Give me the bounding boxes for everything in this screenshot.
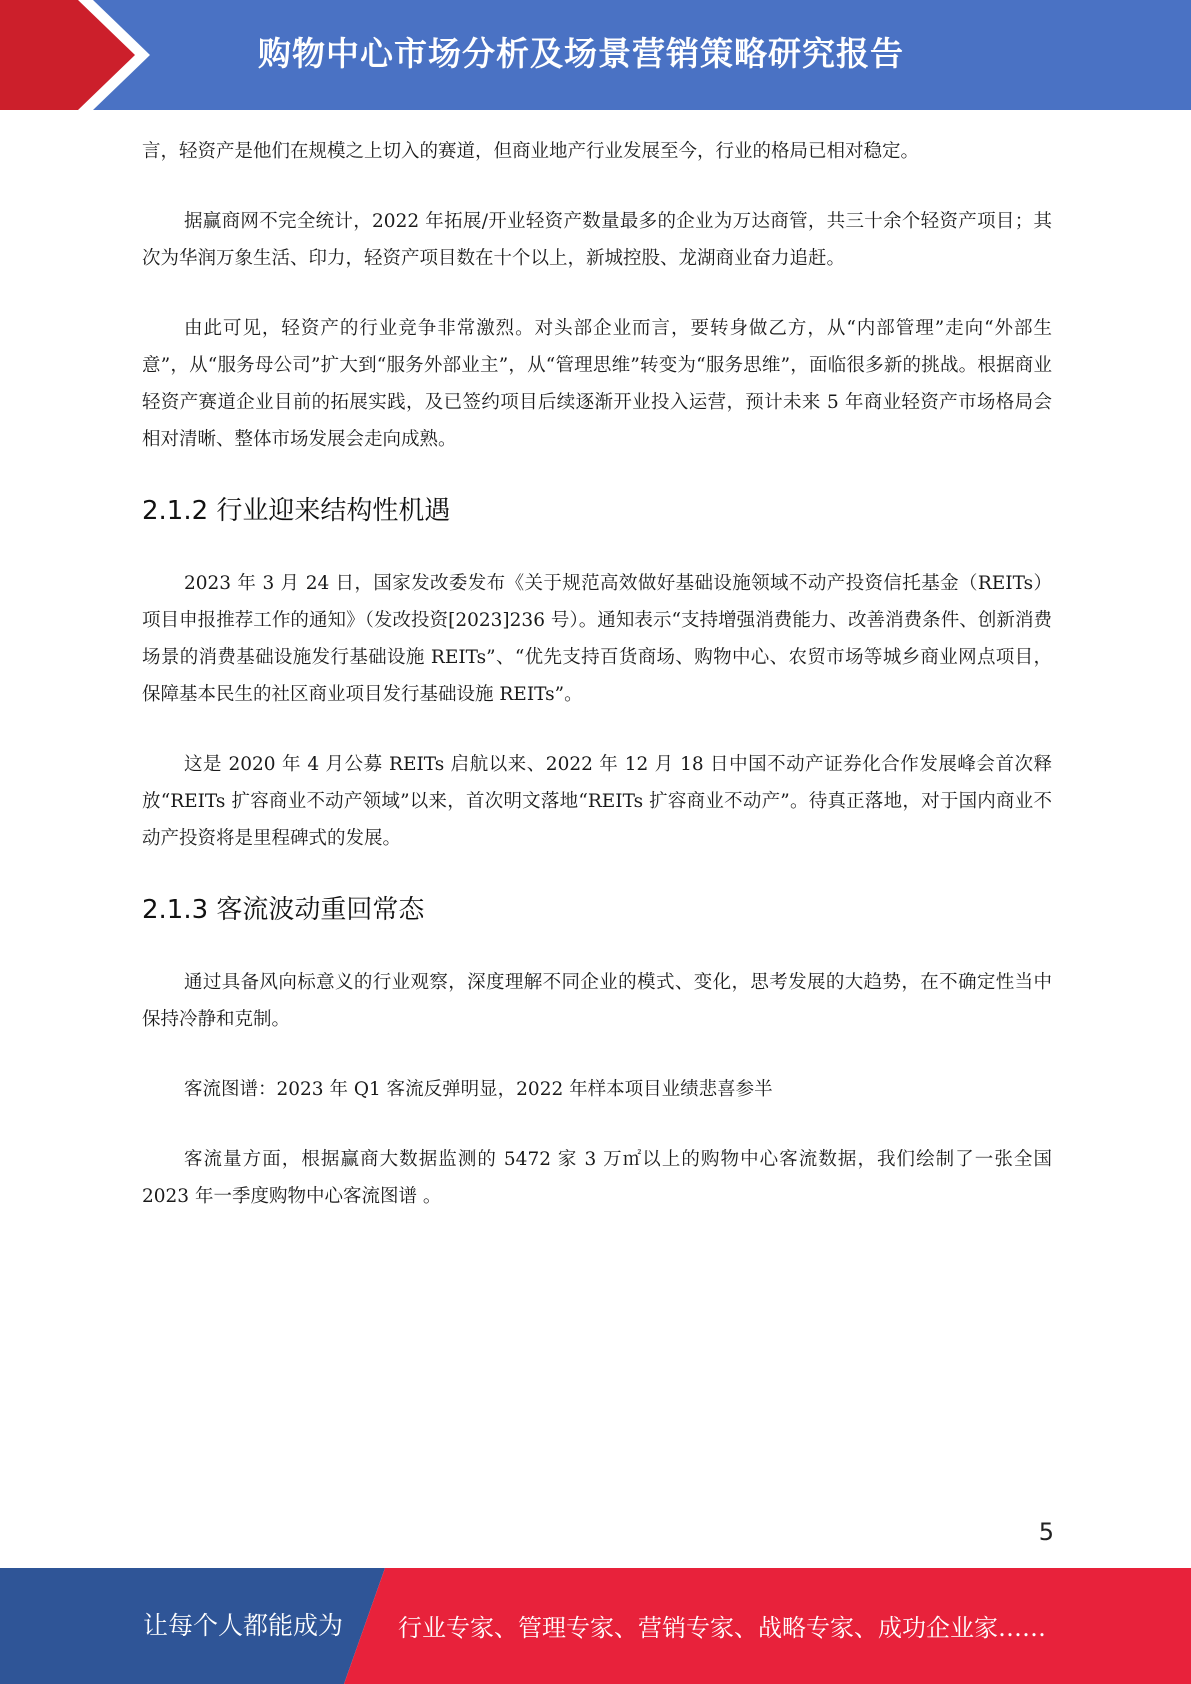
body-paragraph: 客流图谱：2023 年 Q1 客流反弹明显，2022 年样本项目业绩悲喜参半 — [184, 1079, 773, 1100]
header-arrow-decoration — [0, 0, 160, 110]
body-paragraph: 客流量方面，根据赢商大数据监测的 5472 家 3 万㎡以上的购物中心客流数据，我们绘制了一张全国 2023 年一季度购物中心客流图谱 。 — [142, 1149, 1052, 1207]
section-heading: 2.1.3 客流波动重回常态 — [142, 895, 425, 925]
body-paragraph: 这是 2020 年 4 月公募 REITs 启航以来、2022 年 12 月 18 日中国不动产证券化合作发展峰会首次释放“REITs 扩容商业不动产领域”以来，首次明文落地“REITs 扩容商业不动产”。待真正落地，对于国内商业不动产投资将是里程碑式的发展。 — [142, 754, 1052, 849]
body-paragraph: 言，轻资产是他们在规模之上切入的赛道，但商业地产行业发展至今，行业的格局已相对稳定。 — [142, 141, 920, 162]
footer-slogan-right: 行业专家、管理专家、营销专家、战略专家、成功企业家…… — [398, 1614, 1046, 1642]
page-header — [0, 0, 1191, 110]
footer-slogan-left: 让每个人都能成为 — [143, 1611, 344, 1640]
body-paragraph: 通过具备风向标意义的行业观察，深度理解不同企业的模式、变化，思考发展的大趋势，在不确定性当中保持冷静和克制。 — [142, 972, 1052, 1030]
body-paragraph: 由此可见，轻资产的行业竞争非常激烈。对头部企业而言，要转身做乙方，从“内部管理”走向“外部生意”，从“服务母公司”扩大到“服务外部业主”，从“管理思维”转变为“服务思维”，面临很多新的挑战。根据商业轻资产赛道企业目前的拓展实践，及已签约项目后续逐渐开业投入运营，预计未来 5 年商业轻资产市场格局会相对清晰、整体市场发展会走向成熟。 — [142, 318, 1052, 450]
report-title: 购物中心市场分析及场景营销策略研究报告 — [258, 34, 904, 73]
body-paragraph: 据赢商网不完全统计，2022 年拓展/开业轻资产数量最多的企业为万达商管，共三十余个轻资产项目；其次为华润万象生活、印力，轻资产项目数在十个以上，新城控股、龙湖商业奋力追赶。 — [142, 211, 1052, 269]
document-body — [142, 133, 1052, 1248]
page-footer — [0, 1568, 1191, 1684]
body-paragraph: 2023 年 3 月 24 日，国家发改委发布《关于规范高效做好基础设施领域不动产投资信托基金（REITs）项目申报推荐工作的通知》（发改投资[2023]236 号）。通知表示“支持增强消费能力、改善消费条件、创新消费场景的消费基础设施发行基础设施 REITs”、“优先支持百货商场、购物中心、农贸市场等城乡商业网点项目，保障基本民生的社区商业项目发行基础设施 REITs”。 — [142, 573, 1052, 705]
section-heading: 2.1.2 行业迎来结构性机遇 — [142, 496, 451, 526]
page-number: 5 — [1038, 1518, 1054, 1546]
